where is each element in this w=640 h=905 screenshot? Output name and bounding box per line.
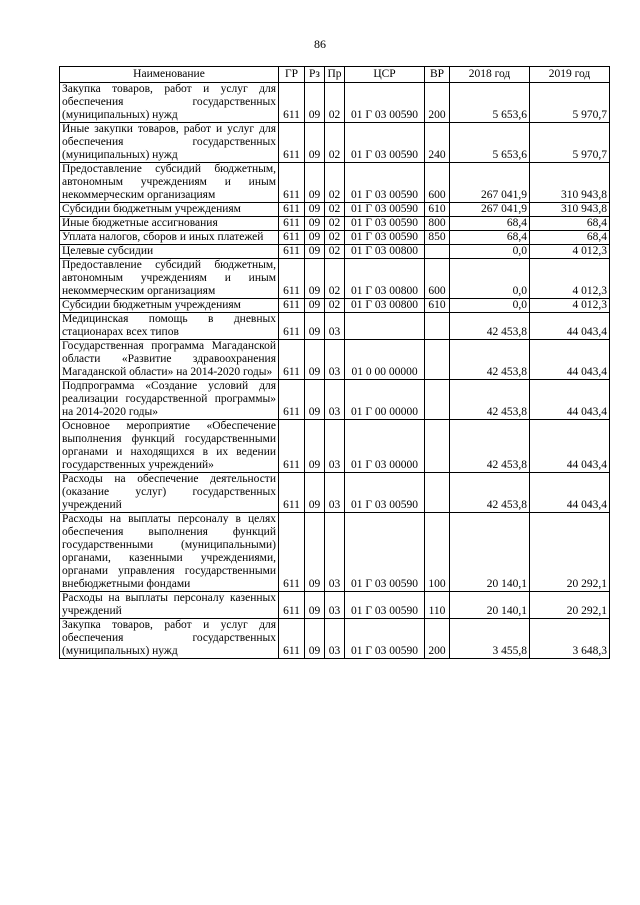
cell-pr: 03 bbox=[325, 592, 345, 619]
cell-rz: 09 bbox=[305, 592, 325, 619]
cell-rz: 09 bbox=[305, 231, 325, 245]
cell-rz: 09 bbox=[305, 473, 325, 513]
cell-2019: 310 943,8 bbox=[530, 203, 610, 217]
cell-pr: 03 bbox=[325, 619, 345, 659]
cell-name: Расходы на выплаты персоналу казенных учреждений bbox=[60, 592, 279, 619]
cell-name: Медицинская помощь в дневных стационарах всех типов bbox=[60, 313, 279, 340]
cell-2019: 4 012,3 bbox=[530, 299, 610, 313]
cell-2018: 42 453,8 bbox=[450, 340, 530, 380]
cell-gr: 611 bbox=[279, 217, 305, 231]
table-row bbox=[60, 380, 610, 420]
table-row bbox=[60, 340, 610, 380]
header-pr: Пр bbox=[325, 67, 345, 83]
cell-2019: 68,4 bbox=[530, 217, 610, 231]
cell-gr: 611 bbox=[279, 313, 305, 340]
cell-vr: 110 bbox=[425, 592, 450, 619]
cell-name: Расходы на обеспечение деятельности (оказание услуг) государственных учреждений bbox=[60, 473, 279, 513]
cell-vr: 850 bbox=[425, 231, 450, 245]
cell-csr: 01 Г 03 00590 bbox=[345, 83, 425, 123]
cell-rz: 09 bbox=[305, 340, 325, 380]
cell-vr: 240 bbox=[425, 123, 450, 163]
cell-rz: 09 bbox=[305, 299, 325, 313]
cell-2018: 42 453,8 bbox=[450, 420, 530, 473]
header-2019: 2019 год bbox=[530, 67, 610, 83]
cell-csr: 01 Г 03 00000 bbox=[345, 420, 425, 473]
table-row bbox=[60, 203, 610, 217]
cell-name: Закупка товаров, работ и услуг для обеспечения государственных (муниципальных) нужд bbox=[60, 619, 279, 659]
cell-pr: 02 bbox=[325, 83, 345, 123]
cell-vr: 600 bbox=[425, 163, 450, 203]
table-row bbox=[60, 420, 610, 473]
cell-gr: 611 bbox=[279, 259, 305, 299]
cell-2019: 20 292,1 bbox=[530, 513, 610, 592]
cell-csr: 01 Г 03 00590 bbox=[345, 592, 425, 619]
cell-2018: 42 453,8 bbox=[450, 313, 530, 340]
cell-gr: 611 bbox=[279, 245, 305, 259]
cell-2019: 4 012,3 bbox=[530, 259, 610, 299]
cell-csr: 01 Г 00 00000 bbox=[345, 380, 425, 420]
cell-vr: 800 bbox=[425, 217, 450, 231]
table-row bbox=[60, 231, 610, 245]
cell-csr: 01 Г 03 00590 bbox=[345, 231, 425, 245]
cell-name: Иные бюджетные ассигнования bbox=[60, 217, 279, 231]
cell-csr: 01 Г 03 00590 bbox=[345, 473, 425, 513]
page-number: 86 bbox=[314, 37, 326, 51]
cell-name: Расходы на выплаты персоналу в целях обеспечения выполнения функций государственными (муниципальными) органами, казенными учреждениями, органами управления государственными внебюджетными фондами bbox=[60, 513, 279, 592]
cell-vr bbox=[425, 473, 450, 513]
table-row bbox=[60, 313, 610, 340]
table-body bbox=[60, 83, 610, 659]
table-row bbox=[60, 592, 610, 619]
cell-2019: 68,4 bbox=[530, 231, 610, 245]
cell-csr: 01 0 00 00000 bbox=[345, 340, 425, 380]
cell-2018: 68,4 bbox=[450, 231, 530, 245]
cell-name: Государственная программа Магаданской области «Развитие здравоохранения Магаданской области» на 2014-2020 годы» bbox=[60, 340, 279, 380]
cell-vr bbox=[425, 245, 450, 259]
cell-name: Субсидии бюджетным учреждениям bbox=[60, 203, 279, 217]
cell-gr: 611 bbox=[279, 299, 305, 313]
cell-pr: 02 bbox=[325, 231, 345, 245]
cell-vr: 610 bbox=[425, 203, 450, 217]
cell-2019: 4 012,3 bbox=[530, 245, 610, 259]
cell-csr: 01 Г 03 00800 bbox=[345, 259, 425, 299]
header-rz: Рз bbox=[305, 67, 325, 83]
cell-pr: 03 bbox=[325, 340, 345, 380]
cell-name: Закупка товаров, работ и услуг для обеспечения государственных (муниципальных) нужд bbox=[60, 83, 279, 123]
cell-2018: 20 140,1 bbox=[450, 592, 530, 619]
cell-2019: 44 043,4 bbox=[530, 313, 610, 340]
cell-rz: 09 bbox=[305, 203, 325, 217]
cell-vr bbox=[425, 340, 450, 380]
cell-vr: 100 bbox=[425, 513, 450, 592]
cell-2019: 5 970,7 bbox=[530, 83, 610, 123]
cell-gr: 611 bbox=[279, 592, 305, 619]
cell-name: Подпрограмма «Создание условий для реализации государственной программы» на 2014-2020 годы» bbox=[60, 380, 279, 420]
cell-2018: 42 453,8 bbox=[450, 473, 530, 513]
cell-pr: 03 bbox=[325, 513, 345, 592]
cell-vr: 200 bbox=[425, 83, 450, 123]
cell-2018: 20 140,1 bbox=[450, 513, 530, 592]
cell-pr: 02 bbox=[325, 123, 345, 163]
cell-2018: 267 041,9 bbox=[450, 203, 530, 217]
cell-gr: 611 bbox=[279, 473, 305, 513]
cell-name: Предоставление субсидий бюджетным, автономным учреждениям и иным некоммерческим организациям bbox=[60, 259, 279, 299]
table-row bbox=[60, 245, 610, 259]
cell-name: Целевые субсидии bbox=[60, 245, 279, 259]
cell-2018: 0,0 bbox=[450, 245, 530, 259]
header-name: Наименование bbox=[60, 67, 279, 83]
cell-pr: 02 bbox=[325, 245, 345, 259]
table-row bbox=[60, 83, 610, 123]
cell-rz: 09 bbox=[305, 619, 325, 659]
cell-pr: 03 bbox=[325, 313, 345, 340]
cell-csr: 01 Г 03 00590 bbox=[345, 123, 425, 163]
cell-rz: 09 bbox=[305, 163, 325, 203]
cell-csr: 01 Г 03 00590 bbox=[345, 619, 425, 659]
cell-gr: 611 bbox=[279, 123, 305, 163]
cell-vr: 600 bbox=[425, 259, 450, 299]
cell-pr: 02 bbox=[325, 259, 345, 299]
table-row bbox=[60, 123, 610, 163]
table-row bbox=[60, 299, 610, 313]
cell-pr: 03 bbox=[325, 380, 345, 420]
cell-csr: 01 Г 03 00590 bbox=[345, 513, 425, 592]
cell-name: Уплата налогов, сборов и иных платежей bbox=[60, 231, 279, 245]
cell-gr: 611 bbox=[279, 513, 305, 592]
cell-rz: 09 bbox=[305, 380, 325, 420]
table-row bbox=[60, 513, 610, 592]
cell-name: Иные закупки товаров, работ и услуг для обеспечения государственных (муниципальных) нужд bbox=[60, 123, 279, 163]
cell-vr bbox=[425, 313, 450, 340]
cell-pr: 03 bbox=[325, 420, 345, 473]
cell-gr: 611 bbox=[279, 203, 305, 217]
cell-rz: 09 bbox=[305, 245, 325, 259]
cell-2018: 5 653,6 bbox=[450, 83, 530, 123]
cell-name: Субсидии бюджетным учреждениям bbox=[60, 299, 279, 313]
cell-gr: 611 bbox=[279, 380, 305, 420]
cell-2019: 44 043,4 bbox=[530, 473, 610, 513]
cell-rz: 09 bbox=[305, 513, 325, 592]
cell-rz: 09 bbox=[305, 83, 325, 123]
header-row bbox=[60, 67, 610, 83]
cell-pr: 02 bbox=[325, 203, 345, 217]
cell-2018: 42 453,8 bbox=[450, 380, 530, 420]
cell-2018: 267 041,9 bbox=[450, 163, 530, 203]
cell-name: Основное мероприятие «Обеспечение выполнения функций государственными органами и находящихся в их ведении государственных учреждений» bbox=[60, 420, 279, 473]
cell-csr: 01 Г 03 00590 bbox=[345, 203, 425, 217]
table-row bbox=[60, 259, 610, 299]
table-row bbox=[60, 163, 610, 203]
budget-table bbox=[59, 66, 610, 659]
cell-pr: 03 bbox=[325, 473, 345, 513]
header-csr: ЦСР bbox=[345, 67, 425, 83]
cell-gr: 611 bbox=[279, 231, 305, 245]
cell-csr: 01 Г 03 00800 bbox=[345, 299, 425, 313]
cell-2019: 44 043,4 bbox=[530, 340, 610, 380]
cell-2019: 20 292,1 bbox=[530, 592, 610, 619]
cell-2018: 0,0 bbox=[450, 259, 530, 299]
cell-pr: 02 bbox=[325, 163, 345, 203]
cell-csr: 01 Г 03 00800 bbox=[345, 245, 425, 259]
cell-gr: 611 bbox=[279, 340, 305, 380]
cell-pr: 02 bbox=[325, 299, 345, 313]
cell-name: Предоставление субсидий бюджетным, автономным учреждениям и иным некоммерческим организациям bbox=[60, 163, 279, 203]
cell-vr: 200 bbox=[425, 619, 450, 659]
cell-2019: 3 648,3 bbox=[530, 619, 610, 659]
cell-gr: 611 bbox=[279, 619, 305, 659]
header-gr: ГР bbox=[279, 67, 305, 83]
cell-gr: 611 bbox=[279, 163, 305, 203]
cell-csr: 01 Г 03 00590 bbox=[345, 163, 425, 203]
cell-2018: 68,4 bbox=[450, 217, 530, 231]
table-header bbox=[60, 67, 610, 83]
cell-2019: 44 043,4 bbox=[530, 380, 610, 420]
cell-2019: 310 943,8 bbox=[530, 163, 610, 203]
cell-vr: 610 bbox=[425, 299, 450, 313]
cell-csr: 01 Г 03 00590 bbox=[345, 217, 425, 231]
cell-rz: 09 bbox=[305, 217, 325, 231]
header-2018: 2018 год bbox=[450, 67, 530, 83]
cell-rz: 09 bbox=[305, 123, 325, 163]
cell-csr bbox=[345, 313, 425, 340]
cell-2019: 44 043,4 bbox=[530, 420, 610, 473]
cell-gr: 611 bbox=[279, 83, 305, 123]
cell-2019: 5 970,7 bbox=[530, 123, 610, 163]
cell-pr: 02 bbox=[325, 217, 345, 231]
header-vr: ВР bbox=[425, 67, 450, 83]
cell-gr: 611 bbox=[279, 420, 305, 473]
cell-2018: 0,0 bbox=[450, 299, 530, 313]
cell-vr bbox=[425, 380, 450, 420]
table-row bbox=[60, 619, 610, 659]
table-row bbox=[60, 217, 610, 231]
cell-2018: 5 653,6 bbox=[450, 123, 530, 163]
cell-vr bbox=[425, 420, 450, 473]
cell-rz: 09 bbox=[305, 313, 325, 340]
cell-rz: 09 bbox=[305, 259, 325, 299]
cell-2018: 3 455,8 bbox=[450, 619, 530, 659]
cell-rz: 09 bbox=[305, 420, 325, 473]
table-row bbox=[60, 473, 610, 513]
